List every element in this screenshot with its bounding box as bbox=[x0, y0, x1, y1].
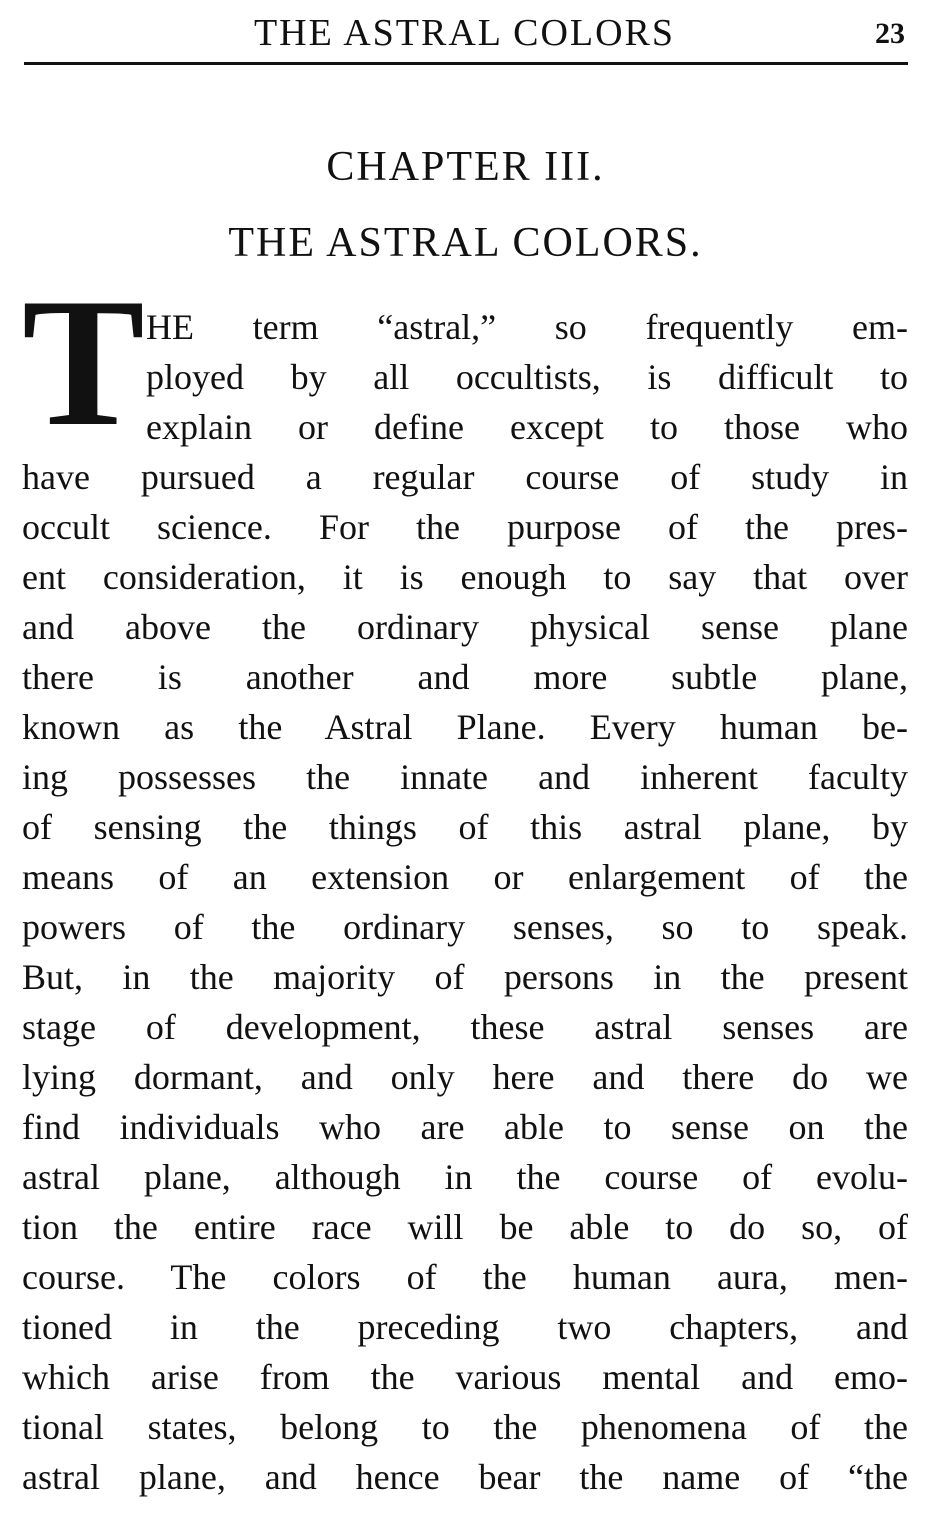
text-line: powers of the ordinary senses, so to speak. bbox=[22, 907, 908, 947]
text-line: HE term “astral,” so frequently em- bbox=[146, 307, 908, 347]
text-line: and above the ordinary physical sense plane bbox=[22, 607, 908, 647]
text-line: stage of development, these astral senses are bbox=[22, 1007, 908, 1047]
text-line: of sensing the things of this astral plane, by bbox=[22, 807, 908, 847]
text-line: astral plane, although in the course of evolu- bbox=[22, 1157, 908, 1197]
text-line: which arise from the various mental and emo- bbox=[22, 1357, 908, 1397]
text-line: ing possesses the innate and inherent faculty bbox=[22, 757, 908, 797]
text-line: means of an extension or enlargement of the bbox=[22, 857, 908, 897]
text-line: tioned in the preceding two chapters, and bbox=[22, 1307, 908, 1347]
text-line: tion the entire race will be able to do so, of bbox=[22, 1207, 908, 1247]
text-line: explain or define except to those who bbox=[146, 407, 908, 447]
chapter-number: CHAPTER III. bbox=[326, 144, 605, 190]
text-line: lying dormant, and only here and there do we bbox=[22, 1057, 908, 1097]
page-number: 23 bbox=[875, 17, 905, 50]
text-line: occult science. For the purpose of the pres- bbox=[22, 507, 908, 547]
drop-cap: T bbox=[22, 260, 145, 464]
text-line: find individuals who are able to sense on the bbox=[22, 1107, 908, 1147]
text-line: ployed by all occultists, is difficult to bbox=[146, 357, 908, 397]
running-title: THE ASTRAL COLORS bbox=[253, 12, 676, 54]
text-line: But, in the majority of persons in the present bbox=[22, 957, 908, 997]
text-line: there is another and more subtle plane, bbox=[22, 657, 908, 697]
running-head bbox=[22, 10, 907, 56]
chapter-title: THE ASTRAL COLORS. bbox=[228, 220, 703, 266]
text-line: ent consideration, it is enough to say that over bbox=[22, 557, 908, 597]
text-line: course. The colors of the human aura, men- bbox=[22, 1257, 908, 1297]
text-line: known as the Astral Plane. Every human be- bbox=[22, 707, 908, 747]
header-rule bbox=[24, 62, 908, 65]
text-line: astral plane, and hence bear the name of “the bbox=[22, 1457, 908, 1497]
text-line: tional states, belong to the phenomena of the bbox=[22, 1407, 908, 1447]
text-line: have pursued a regular course of study in bbox=[22, 457, 908, 497]
